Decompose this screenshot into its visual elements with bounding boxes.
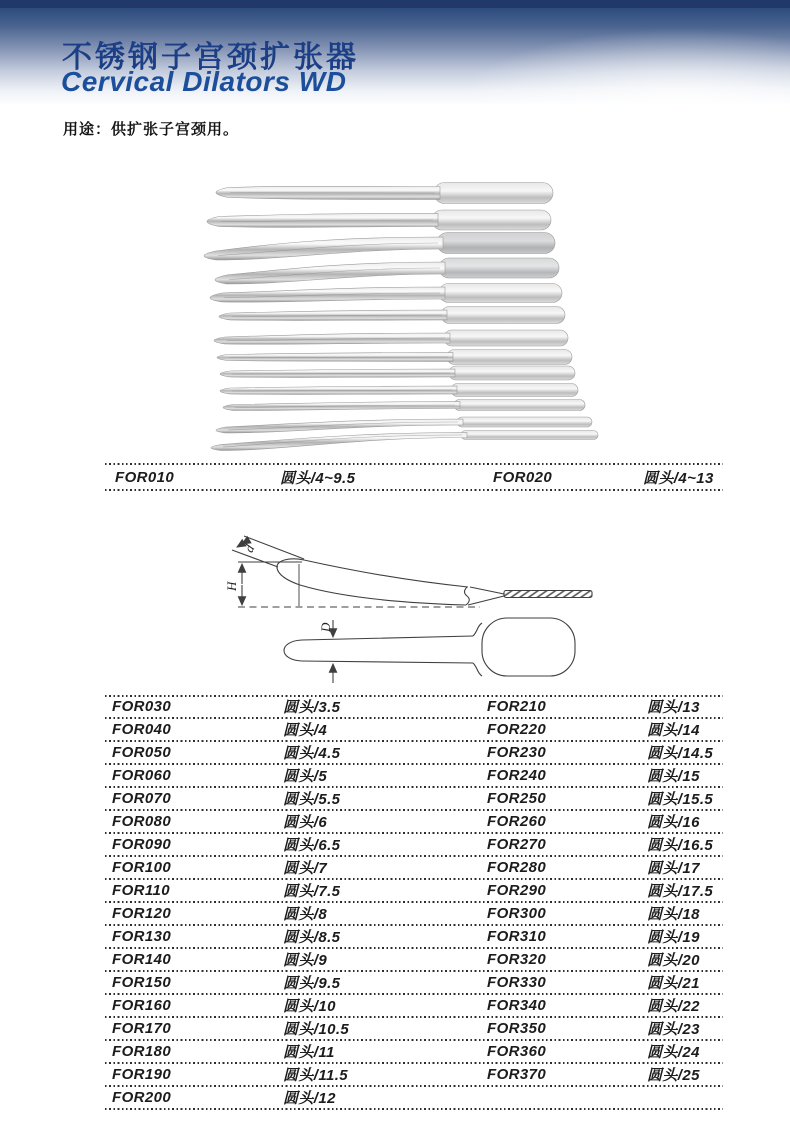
product-code-right: FOR360 [487, 1043, 547, 1060]
product-code-right: FOR300 [487, 905, 547, 922]
product-code-right: FOR230 [487, 744, 547, 761]
dilator-instrument [217, 350, 572, 365]
product-spec-right: 圆头/23 [647, 1021, 700, 1038]
dilator-instrument [215, 258, 559, 284]
product-spec-right: 圆头/14.5 [647, 745, 714, 762]
product-photo-dilator-set [195, 172, 615, 457]
spec-table-row [105, 856, 723, 879]
spec-table-rows [105, 695, 723, 1109]
product-code-left: FOR190 [112, 1066, 172, 1083]
product-code-left: FOR040 [112, 721, 172, 738]
product-code-left: FOR170 [112, 1020, 172, 1037]
dotted-divider [105, 463, 723, 465]
spec-table-row [105, 1086, 723, 1109]
product-code-right: FOR290 [487, 882, 547, 899]
dilator-instrument [220, 366, 575, 380]
spec-table-row [105, 741, 723, 764]
product-code-right: FOR320 [487, 951, 547, 968]
product-spec-left: 圆头/9 [283, 952, 328, 969]
break-line [465, 587, 470, 605]
product-spec-right: 圆头/15 [647, 768, 700, 785]
spec-table-row [105, 1017, 723, 1040]
product-code-left: FOR100 [112, 859, 172, 876]
product-spec-left: 圆头/7 [283, 860, 328, 877]
product-spec-right: 圆头/24 [647, 1044, 700, 1061]
product-spec-right: 圆头/19 [647, 929, 700, 946]
product-code-left: FOR130 [112, 928, 172, 945]
spec-table-row [105, 971, 723, 994]
spec-table-row [105, 833, 723, 856]
page-title-english: Cervical Dilators WD [61, 66, 347, 97]
dilator-instrument [211, 431, 598, 451]
range-code-1: FOR010 [115, 468, 175, 486]
product-spec-right: 圆头/13 [647, 699, 700, 716]
product-code-right: FOR260 [487, 813, 547, 830]
product-code-left: FOR110 [112, 882, 170, 899]
dilator-instrument [220, 384, 578, 397]
product-spec-left: 圆头/7.5 [283, 883, 341, 900]
usage-note: 用途：供扩张子宫颈用。 [63, 121, 240, 138]
product-spec-left: 圆头/3.5 [283, 699, 341, 716]
product-code-left: FOR200 [112, 1089, 172, 1106]
product-spec-right: 圆头/16.5 [647, 837, 714, 854]
spec-table-row [105, 1063, 723, 1086]
range-spec-2: 圆头/4~13 [643, 469, 714, 487]
dilator-instrument [204, 233, 555, 261]
product-spec-right: 圆头/25 [647, 1067, 700, 1084]
product-code-right: FOR340 [487, 997, 547, 1014]
spec-table-row [105, 718, 723, 741]
product-spec-left: 圆头/8.5 [283, 929, 341, 946]
label-diameter: D [318, 622, 333, 632]
top-view-neck [473, 623, 482, 676]
product-code-right: FOR350 [487, 1020, 547, 1037]
product-code-left: FOR090 [112, 836, 172, 853]
product-code-left: FOR120 [112, 905, 172, 922]
product-code-right: FOR240 [487, 767, 547, 784]
range-spec-1: 圆头/4~9.5 [280, 469, 356, 487]
product-code-right: FOR220 [487, 721, 547, 738]
dilator-instrument [207, 210, 551, 230]
spec-table-row [105, 787, 723, 810]
range-spec-band [105, 463, 723, 491]
product-code-left: FOR140 [112, 951, 172, 968]
neck-lines [468, 587, 504, 605]
knurled-handle-rod [504, 591, 592, 598]
spec-table-row [105, 879, 723, 902]
product-spec-right: 圆头/17 [647, 860, 700, 877]
spec-table [105, 695, 723, 1109]
product-spec-left: 圆头/10.5 [283, 1021, 350, 1038]
page-title-chinese: 不锈钢子宫颈扩张器 [62, 41, 359, 74]
product-code-left: FOR070 [112, 790, 172, 807]
header-accent-bar [0, 0, 790, 8]
spec-table-row [105, 948, 723, 971]
product-spec-right: 圆头/20 [647, 952, 700, 969]
dilator-instrument [210, 284, 562, 303]
dimension-diagram [180, 535, 630, 685]
product-code-right: FOR310 [487, 928, 547, 945]
product-spec-left: 圆头/10 [283, 998, 336, 1015]
dilator-instrument [223, 400, 585, 411]
product-code-right: FOR370 [487, 1066, 547, 1083]
dilator-instrument [219, 307, 565, 324]
product-spec-right: 圆头/21 [647, 975, 700, 992]
product-spec-right: 圆头/17.5 [647, 883, 714, 900]
spec-table-row [105, 994, 723, 1017]
product-spec-right: 圆头/14 [647, 722, 700, 739]
dilator-instruments [204, 183, 598, 451]
product-spec-left: 圆头/6.5 [283, 837, 341, 854]
product-spec-left: 圆头/4 [283, 722, 328, 739]
top-view-tip [284, 640, 302, 661]
spec-table-row [105, 764, 723, 787]
product-code-left: FOR080 [112, 813, 172, 830]
product-code-right: FOR330 [487, 974, 547, 991]
top-view-handle [482, 618, 575, 676]
product-spec-left: 圆头/5.5 [283, 791, 341, 808]
page-header [0, 8, 790, 106]
product-spec-left: 圆头/5 [283, 768, 328, 785]
range-code-2: FOR020 [493, 468, 553, 486]
side-view-outline [277, 559, 468, 605]
product-spec-left: 圆头/9.5 [283, 975, 341, 992]
product-code-right: FOR210 [487, 698, 547, 715]
spec-table-row [105, 695, 723, 718]
product-code-left: FOR030 [112, 698, 172, 715]
spec-table-row [105, 1040, 723, 1063]
product-code-right: FOR270 [487, 836, 547, 853]
spec-table-row [105, 810, 723, 833]
product-code-left: FOR160 [112, 997, 172, 1014]
spec-table-row [105, 902, 723, 925]
product-spec-left: 圆头/12 [283, 1090, 336, 1107]
dilator-instrument [214, 330, 568, 346]
product-spec-left: 圆头/11.5 [283, 1067, 349, 1084]
product-spec-left: 圆头/4.5 [283, 745, 341, 762]
label-tip-diameter: d [241, 542, 258, 555]
product-code-left: FOR150 [112, 974, 172, 991]
product-code-left: FOR050 [112, 744, 172, 761]
dotted-divider [105, 489, 723, 491]
product-code-left: FOR180 [112, 1043, 172, 1060]
product-spec-right: 圆头/22 [647, 998, 700, 1015]
label-height: H [224, 581, 239, 591]
product-spec-right: 圆头/15.5 [647, 791, 714, 808]
product-spec-left: 圆头/8 [283, 906, 328, 923]
product-code-left: FOR060 [112, 767, 172, 784]
top-view-shaft [302, 636, 473, 663]
product-code-right: FOR250 [487, 790, 547, 807]
dilator-instrument [216, 183, 553, 204]
spec-table-row [105, 925, 723, 948]
product-spec-right: 圆头/18 [647, 906, 700, 923]
product-code-right: FOR280 [487, 859, 547, 876]
product-spec-left: 圆头/6 [283, 814, 328, 831]
product-spec-right: 圆头/16 [647, 814, 700, 831]
product-spec-left: 圆头/11 [283, 1044, 335, 1061]
